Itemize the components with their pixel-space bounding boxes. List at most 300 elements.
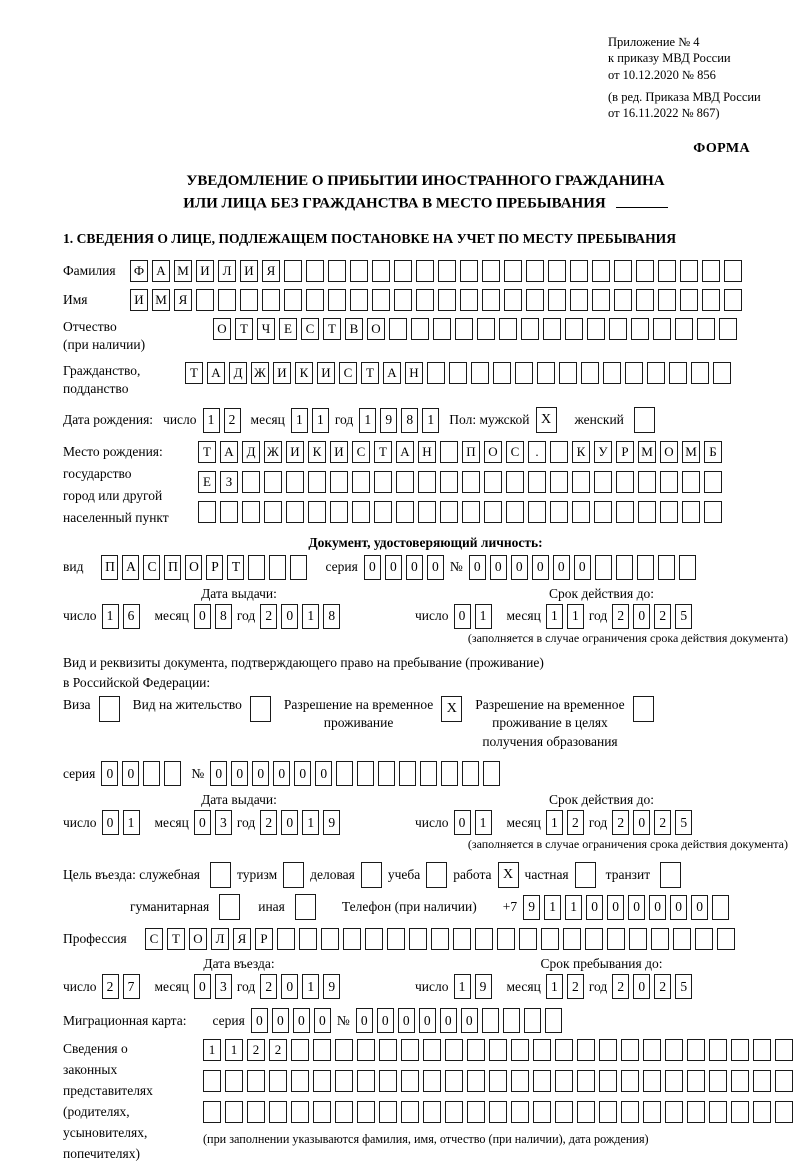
char-cell[interactable] xyxy=(731,1101,749,1123)
char-cell[interactable]: 2 xyxy=(260,974,277,999)
char-cell[interactable] xyxy=(350,289,368,311)
char-cell[interactable] xyxy=(660,501,678,523)
char-cell[interactable]: 5 xyxy=(675,810,692,835)
char-cell[interactable]: 0 xyxy=(385,555,402,580)
char-cell[interactable]: 2 xyxy=(612,974,629,999)
char-cell[interactable]: Н xyxy=(418,441,436,463)
char-cell[interactable]: 0 xyxy=(469,555,486,580)
char-cell[interactable]: 6 xyxy=(123,604,140,629)
char-cell[interactable]: С xyxy=(352,441,370,463)
char-cell[interactable] xyxy=(643,1039,661,1061)
char-cell[interactable]: 2 xyxy=(654,604,671,629)
char-cell[interactable] xyxy=(775,1101,793,1123)
char-cell[interactable]: 0 xyxy=(649,895,666,920)
char-cell[interactable]: И xyxy=(286,441,304,463)
char-cell[interactable] xyxy=(365,928,383,950)
purpose-tourism-checkbox[interactable] xyxy=(283,862,304,888)
char-cell[interactable] xyxy=(731,1070,749,1092)
char-cell[interactable]: 1 xyxy=(123,810,140,835)
char-cell[interactable] xyxy=(394,260,412,282)
char-cell[interactable]: И xyxy=(273,362,291,384)
char-cell[interactable]: Ж xyxy=(251,362,269,384)
char-cell[interactable] xyxy=(638,501,656,523)
char-cell[interactable]: Н xyxy=(405,362,423,384)
char-cell[interactable]: Т xyxy=(361,362,379,384)
char-cell[interactable] xyxy=(559,362,577,384)
char-cell[interactable] xyxy=(247,1070,265,1092)
char-cell[interactable]: Ф xyxy=(130,260,148,282)
char-cell[interactable]: Т xyxy=(167,928,185,950)
char-cell[interactable] xyxy=(277,928,295,950)
char-cell[interactable] xyxy=(460,289,478,311)
char-cell[interactable] xyxy=(269,1101,287,1123)
char-cell[interactable] xyxy=(313,1070,331,1092)
char-cell[interactable]: 2 xyxy=(654,810,671,835)
char-cell[interactable] xyxy=(455,318,473,340)
char-cell[interactable] xyxy=(665,1039,683,1061)
char-cell[interactable]: И xyxy=(130,289,148,311)
char-cell[interactable] xyxy=(264,501,282,523)
char-cell[interactable]: 0 xyxy=(553,555,570,580)
char-cell[interactable] xyxy=(440,471,458,493)
char-cell[interactable]: 2 xyxy=(224,408,241,433)
char-cell[interactable] xyxy=(595,555,612,580)
char-cell[interactable]: 2 xyxy=(567,974,584,999)
char-cell[interactable]: 1 xyxy=(544,895,561,920)
char-cell[interactable]: 1 xyxy=(302,974,319,999)
char-cell[interactable] xyxy=(489,1070,507,1092)
char-cell[interactable]: Я xyxy=(233,928,251,950)
char-cell[interactable] xyxy=(240,289,258,311)
char-cell[interactable] xyxy=(616,501,634,523)
char-cell[interactable]: Р xyxy=(616,441,634,463)
char-cell[interactable]: Р xyxy=(206,555,223,580)
purpose-humanitarian-checkbox[interactable] xyxy=(219,894,240,920)
char-cell[interactable] xyxy=(717,928,735,950)
char-cell[interactable]: О xyxy=(660,441,678,463)
char-cell[interactable] xyxy=(396,501,414,523)
char-cell[interactable] xyxy=(702,260,720,282)
char-cell[interactable] xyxy=(753,1101,771,1123)
char-cell[interactable] xyxy=(555,1101,573,1123)
char-cell[interactable]: 2 xyxy=(269,1039,287,1061)
char-cell[interactable]: 8 xyxy=(401,408,418,433)
char-cell[interactable] xyxy=(528,501,546,523)
char-cell[interactable] xyxy=(643,1101,661,1123)
char-cell[interactable]: Я xyxy=(174,289,192,311)
char-cell[interactable] xyxy=(653,318,671,340)
char-cell[interactable] xyxy=(506,471,524,493)
char-cell[interactable]: 1 xyxy=(312,408,329,433)
char-cell[interactable] xyxy=(712,895,729,920)
char-cell[interactable] xyxy=(330,471,348,493)
char-cell[interactable] xyxy=(753,1070,771,1092)
char-cell[interactable] xyxy=(572,471,590,493)
char-cell[interactable] xyxy=(335,1039,353,1061)
char-cell[interactable] xyxy=(545,1008,562,1033)
char-cell[interactable] xyxy=(504,260,522,282)
char-cell[interactable] xyxy=(242,471,260,493)
char-cell[interactable] xyxy=(328,289,346,311)
char-cell[interactable] xyxy=(220,501,238,523)
char-cell[interactable] xyxy=(533,1070,551,1092)
char-cell[interactable]: 0 xyxy=(272,1008,289,1033)
char-cell[interactable]: А xyxy=(122,555,139,580)
char-cell[interactable] xyxy=(682,501,700,523)
char-cell[interactable]: 2 xyxy=(567,810,584,835)
char-cell[interactable]: 0 xyxy=(511,555,528,580)
char-cell[interactable] xyxy=(453,928,471,950)
char-cell[interactable] xyxy=(621,1070,639,1092)
char-cell[interactable]: К xyxy=(572,441,590,463)
char-cell[interactable] xyxy=(389,318,407,340)
char-cell[interactable] xyxy=(651,928,669,950)
char-cell[interactable] xyxy=(638,471,656,493)
char-cell[interactable] xyxy=(420,761,437,786)
char-cell[interactable] xyxy=(196,289,214,311)
char-cell[interactable] xyxy=(713,362,731,384)
char-cell[interactable] xyxy=(682,471,700,493)
char-cell[interactable] xyxy=(719,318,737,340)
char-cell[interactable] xyxy=(198,501,216,523)
char-cell[interactable]: П xyxy=(462,441,480,463)
char-cell[interactable]: М xyxy=(682,441,700,463)
char-cell[interactable]: П xyxy=(164,555,181,580)
char-cell[interactable]: В xyxy=(345,318,363,340)
char-cell[interactable] xyxy=(669,362,687,384)
char-cell[interactable]: 9 xyxy=(523,895,540,920)
char-cell[interactable]: О xyxy=(367,318,385,340)
char-cell[interactable] xyxy=(629,928,647,950)
char-cell[interactable] xyxy=(550,441,568,463)
char-cell[interactable] xyxy=(416,289,434,311)
char-cell[interactable]: 0 xyxy=(281,810,298,835)
char-cell[interactable]: 0 xyxy=(122,761,139,786)
char-cell[interactable] xyxy=(291,1070,309,1092)
char-cell[interactable] xyxy=(679,555,696,580)
char-cell[interactable] xyxy=(621,1039,639,1061)
char-cell[interactable] xyxy=(499,318,517,340)
char-cell[interactable] xyxy=(350,260,368,282)
char-cell[interactable] xyxy=(541,928,559,950)
char-cell[interactable]: . xyxy=(528,441,546,463)
char-cell[interactable] xyxy=(467,1039,485,1061)
char-cell[interactable]: 0 xyxy=(406,555,423,580)
char-cell[interactable]: С xyxy=(339,362,357,384)
char-cell[interactable] xyxy=(506,501,524,523)
char-cell[interactable]: 2 xyxy=(654,974,671,999)
char-cell[interactable] xyxy=(731,1039,749,1061)
char-cell[interactable] xyxy=(660,471,678,493)
char-cell[interactable] xyxy=(438,289,456,311)
char-cell[interactable]: Ч xyxy=(257,318,275,340)
char-cell[interactable] xyxy=(218,289,236,311)
char-cell[interactable] xyxy=(306,260,324,282)
purpose-private-checkbox[interactable] xyxy=(575,862,596,888)
char-cell[interactable] xyxy=(357,761,374,786)
char-cell[interactable]: М xyxy=(638,441,656,463)
char-cell[interactable] xyxy=(636,260,654,282)
char-cell[interactable] xyxy=(462,471,480,493)
char-cell[interactable]: 1 xyxy=(302,604,319,629)
char-cell[interactable]: 1 xyxy=(475,810,492,835)
char-cell[interactable] xyxy=(399,761,416,786)
char-cell[interactable] xyxy=(440,441,458,463)
char-cell[interactable]: 2 xyxy=(260,810,277,835)
char-cell[interactable]: 0 xyxy=(532,555,549,580)
char-cell[interactable] xyxy=(335,1070,353,1092)
char-cell[interactable] xyxy=(592,260,610,282)
char-cell[interactable] xyxy=(203,1070,221,1092)
char-cell[interactable]: У xyxy=(594,441,612,463)
char-cell[interactable] xyxy=(625,362,643,384)
char-cell[interactable]: 0 xyxy=(356,1008,373,1033)
char-cell[interactable]: А xyxy=(152,260,170,282)
char-cell[interactable] xyxy=(585,928,603,950)
char-cell[interactable] xyxy=(445,1101,463,1123)
char-cell[interactable]: О xyxy=(484,441,502,463)
purpose-business-checkbox[interactable] xyxy=(361,862,382,888)
char-cell[interactable] xyxy=(374,471,392,493)
char-cell[interactable]: Я xyxy=(262,260,280,282)
char-cell[interactable]: 3 xyxy=(215,810,232,835)
purpose-work-checkbox[interactable]: X xyxy=(498,862,519,888)
char-cell[interactable]: 1 xyxy=(475,604,492,629)
char-cell[interactable] xyxy=(687,1039,705,1061)
char-cell[interactable]: 0 xyxy=(670,895,687,920)
purpose-transit-checkbox[interactable] xyxy=(660,862,681,888)
char-cell[interactable] xyxy=(570,260,588,282)
char-cell[interactable] xyxy=(753,1039,771,1061)
char-cell[interactable]: О xyxy=(189,928,207,950)
char-cell[interactable] xyxy=(724,260,742,282)
char-cell[interactable] xyxy=(680,260,698,282)
char-cell[interactable] xyxy=(636,289,654,311)
char-cell[interactable]: Т xyxy=(323,318,341,340)
char-cell[interactable] xyxy=(675,318,693,340)
char-cell[interactable] xyxy=(515,362,533,384)
char-cell[interactable] xyxy=(401,1101,419,1123)
char-cell[interactable]: М xyxy=(174,260,192,282)
char-cell[interactable]: 0 xyxy=(281,604,298,629)
char-cell[interactable]: 3 xyxy=(215,974,232,999)
char-cell[interactable] xyxy=(631,318,649,340)
char-cell[interactable]: 0 xyxy=(231,761,248,786)
char-cell[interactable] xyxy=(609,318,627,340)
char-cell[interactable] xyxy=(709,1101,727,1123)
char-cell[interactable]: 0 xyxy=(252,761,269,786)
char-cell[interactable] xyxy=(471,362,489,384)
char-cell[interactable]: 1 xyxy=(546,810,563,835)
char-cell[interactable]: 1 xyxy=(203,1039,221,1061)
char-cell[interactable] xyxy=(572,501,590,523)
char-cell[interactable] xyxy=(379,1039,397,1061)
char-cell[interactable] xyxy=(299,928,317,950)
char-cell[interactable] xyxy=(290,555,307,580)
char-cell[interactable] xyxy=(291,1101,309,1123)
char-cell[interactable] xyxy=(555,1039,573,1061)
char-cell[interactable]: 1 xyxy=(225,1039,243,1061)
char-cell[interactable] xyxy=(709,1070,727,1092)
char-cell[interactable] xyxy=(548,260,566,282)
char-cell[interactable] xyxy=(357,1070,375,1092)
char-cell[interactable] xyxy=(427,362,445,384)
char-cell[interactable]: 1 xyxy=(302,810,319,835)
char-cell[interactable]: 0 xyxy=(315,761,332,786)
char-cell[interactable]: 0 xyxy=(633,810,650,835)
char-cell[interactable] xyxy=(594,501,612,523)
char-cell[interactable]: 0 xyxy=(294,761,311,786)
char-cell[interactable] xyxy=(306,289,324,311)
char-cell[interactable] xyxy=(372,260,390,282)
char-cell[interactable] xyxy=(665,1070,683,1092)
char-cell[interactable] xyxy=(418,501,436,523)
char-cell[interactable]: И xyxy=(240,260,258,282)
char-cell[interactable]: Е xyxy=(198,471,216,493)
char-cell[interactable] xyxy=(264,471,282,493)
char-cell[interactable]: О xyxy=(213,318,231,340)
char-cell[interactable]: 1 xyxy=(203,408,220,433)
char-cell[interactable]: 0 xyxy=(691,895,708,920)
char-cell[interactable] xyxy=(335,1101,353,1123)
char-cell[interactable]: 1 xyxy=(567,604,584,629)
char-cell[interactable]: Е xyxy=(279,318,297,340)
char-cell[interactable] xyxy=(533,1101,551,1123)
char-cell[interactable] xyxy=(528,471,546,493)
char-cell[interactable] xyxy=(225,1070,243,1092)
char-cell[interactable] xyxy=(565,318,583,340)
char-cell[interactable]: С xyxy=(143,555,160,580)
char-cell[interactable] xyxy=(570,289,588,311)
char-cell[interactable] xyxy=(247,1101,265,1123)
char-cell[interactable] xyxy=(330,501,348,523)
char-cell[interactable] xyxy=(203,1101,221,1123)
char-cell[interactable] xyxy=(647,362,665,384)
char-cell[interactable]: 1 xyxy=(359,408,376,433)
char-cell[interactable]: М xyxy=(152,289,170,311)
char-cell[interactable]: Л xyxy=(218,260,236,282)
char-cell[interactable] xyxy=(313,1101,331,1123)
char-cell[interactable]: С xyxy=(145,928,163,950)
char-cell[interactable] xyxy=(423,1039,441,1061)
purpose-other-checkbox[interactable] xyxy=(295,894,316,920)
char-cell[interactable] xyxy=(372,289,390,311)
char-cell[interactable]: 1 xyxy=(546,974,563,999)
char-cell[interactable]: Т xyxy=(185,362,203,384)
char-cell[interactable]: К xyxy=(295,362,313,384)
char-cell[interactable]: 1 xyxy=(422,408,439,433)
char-cell[interactable]: 0 xyxy=(251,1008,268,1033)
char-cell[interactable] xyxy=(401,1039,419,1061)
char-cell[interactable]: 0 xyxy=(194,974,211,999)
char-cell[interactable] xyxy=(308,501,326,523)
char-cell[interactable]: 0 xyxy=(102,810,119,835)
char-cell[interactable]: П xyxy=(101,555,118,580)
char-cell[interactable] xyxy=(286,471,304,493)
char-cell[interactable]: И xyxy=(196,260,214,282)
char-cell[interactable] xyxy=(343,928,361,950)
char-cell[interactable]: 0 xyxy=(314,1008,331,1033)
female-checkbox[interactable] xyxy=(634,407,655,433)
char-cell[interactable]: 0 xyxy=(194,810,211,835)
char-cell[interactable] xyxy=(433,318,451,340)
char-cell[interactable] xyxy=(526,289,544,311)
char-cell[interactable] xyxy=(440,501,458,523)
char-cell[interactable]: 0 xyxy=(461,1008,478,1033)
char-cell[interactable]: 2 xyxy=(612,604,629,629)
char-cell[interactable] xyxy=(394,289,412,311)
char-cell[interactable] xyxy=(328,260,346,282)
char-cell[interactable] xyxy=(475,928,493,950)
char-cell[interactable] xyxy=(521,318,539,340)
char-cell[interactable] xyxy=(467,1101,485,1123)
char-cell[interactable] xyxy=(269,555,286,580)
purpose-official-checkbox[interactable] xyxy=(210,862,231,888)
char-cell[interactable] xyxy=(702,289,720,311)
char-cell[interactable] xyxy=(308,471,326,493)
char-cell[interactable] xyxy=(614,289,632,311)
char-cell[interactable]: Б xyxy=(704,441,722,463)
char-cell[interactable] xyxy=(543,318,561,340)
char-cell[interactable] xyxy=(321,928,339,950)
char-cell[interactable] xyxy=(577,1070,595,1092)
char-cell[interactable]: 9 xyxy=(475,974,492,999)
char-cell[interactable]: 0 xyxy=(454,810,471,835)
char-cell[interactable]: А xyxy=(396,441,414,463)
char-cell[interactable] xyxy=(704,471,722,493)
char-cell[interactable] xyxy=(503,1008,520,1033)
char-cell[interactable]: Д xyxy=(229,362,247,384)
male-checkbox[interactable]: X xyxy=(536,407,557,433)
char-cell[interactable] xyxy=(637,555,654,580)
char-cell[interactable]: 5 xyxy=(675,604,692,629)
char-cell[interactable] xyxy=(511,1070,529,1092)
char-cell[interactable]: 0 xyxy=(273,761,290,786)
char-cell[interactable] xyxy=(438,260,456,282)
purpose-study-checkbox[interactable] xyxy=(426,862,447,888)
char-cell[interactable]: Ж xyxy=(264,441,282,463)
char-cell[interactable] xyxy=(497,928,515,950)
char-cell[interactable] xyxy=(511,1039,529,1061)
char-cell[interactable] xyxy=(511,1101,529,1123)
char-cell[interactable]: 0 xyxy=(419,1008,436,1033)
char-cell[interactable] xyxy=(378,761,395,786)
char-cell[interactable] xyxy=(284,289,302,311)
char-cell[interactable]: 1 xyxy=(291,408,308,433)
char-cell[interactable] xyxy=(482,289,500,311)
char-cell[interactable] xyxy=(357,1101,375,1123)
char-cell[interactable]: 0 xyxy=(574,555,591,580)
char-cell[interactable] xyxy=(242,501,260,523)
char-cell[interactable] xyxy=(563,928,581,950)
char-cell[interactable] xyxy=(577,1101,595,1123)
char-cell[interactable] xyxy=(262,289,280,311)
char-cell[interactable] xyxy=(616,471,634,493)
char-cell[interactable] xyxy=(401,1070,419,1092)
char-cell[interactable] xyxy=(775,1070,793,1092)
char-cell[interactable]: 0 xyxy=(210,761,227,786)
char-cell[interactable] xyxy=(537,362,555,384)
char-cell[interactable]: 0 xyxy=(101,761,118,786)
char-cell[interactable] xyxy=(409,928,427,950)
char-cell[interactable] xyxy=(379,1070,397,1092)
char-cell[interactable]: К xyxy=(308,441,326,463)
char-cell[interactable] xyxy=(658,260,676,282)
char-cell[interactable] xyxy=(577,1039,595,1061)
char-cell[interactable] xyxy=(484,501,502,523)
char-cell[interactable] xyxy=(445,1070,463,1092)
char-cell[interactable] xyxy=(724,289,742,311)
